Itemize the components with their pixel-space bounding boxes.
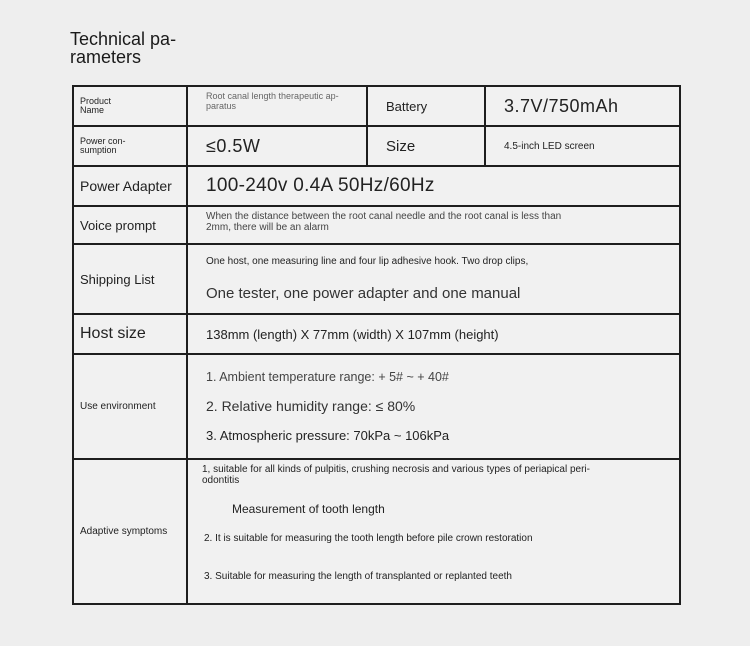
table-row [73, 244, 680, 314]
table-row [73, 459, 680, 604]
power-adapter-value: 100-240v 0.4A 50Hz/60Hz [187, 166, 680, 206]
page-title-line1: Technical pa- [70, 29, 177, 49]
symptom-item-1-sub: Measurement of tooth length [232, 502, 385, 516]
symptom-item-1: 1, suitable for all kinds of pulpitis, crushing necrosis and various types of periapical peri- odontitis [202, 464, 590, 486]
page-title-line2: rameters [70, 47, 142, 67]
symptom-item-3: 3. Suitable for measuring the length of transplanted or replanted teeth [204, 571, 512, 582]
size-label: Size [367, 126, 485, 166]
shipping-line-1: One host, one measuring line and four lip adhesive hook. Two drop clips, [206, 256, 529, 267]
table-row [73, 314, 680, 354]
table-row [73, 166, 680, 206]
table-row [73, 354, 680, 459]
shipping-line-2: One tester, one power adapter and one manual [206, 285, 521, 302]
shipping-list-value [187, 244, 680, 314]
battery-label: Battery [367, 86, 485, 126]
host-size-value: 138mm (length) X 77mm (width) X 107mm (height) [187, 314, 680, 354]
table-row [73, 86, 680, 126]
adaptive-symptoms-value [187, 459, 680, 604]
environment-item-3: 3. Atmospheric pressure: 70kPa ~ 106kPa [206, 428, 450, 443]
product-name-value: Root canal length therapeutic ap- paratus [187, 86, 367, 126]
environment-item-1: 1. Ambient temperature range: + 5# ~ + 40# [206, 370, 449, 384]
power-consumption-value: ≤0.5W [187, 126, 367, 166]
product-name-label: Product Name [73, 86, 187, 126]
table-row [73, 126, 680, 166]
battery-value: 3.7V/750mAh [485, 86, 680, 126]
adaptive-symptoms-label: Adaptive symptoms [73, 459, 187, 604]
power-consumption-label: Power con- sumption [73, 126, 187, 166]
page-title [70, 30, 210, 66]
technical-parameters-table [72, 85, 681, 605]
use-environment-label: Use environment [73, 354, 187, 459]
use-environment-value [187, 354, 680, 459]
size-value: 4.5-inch LED screen [485, 126, 680, 166]
voice-prompt-label: Voice prompt [73, 206, 187, 244]
environment-item-2: 2. Relative humidity range: ≤ 80% [206, 398, 416, 414]
table-row [73, 206, 680, 244]
symptom-item-2: 2. It is suitable for measuring the tooth length before pile crown restoration [204, 533, 533, 544]
host-size-label: Host size [73, 314, 187, 354]
voice-prompt-value: When the distance between the root canal needle and the root canal is less than 2mm, there will be an alarm [187, 206, 680, 244]
power-adapter-label: Power Adapter [73, 166, 187, 206]
shipping-list-label: Shipping List [73, 244, 187, 314]
